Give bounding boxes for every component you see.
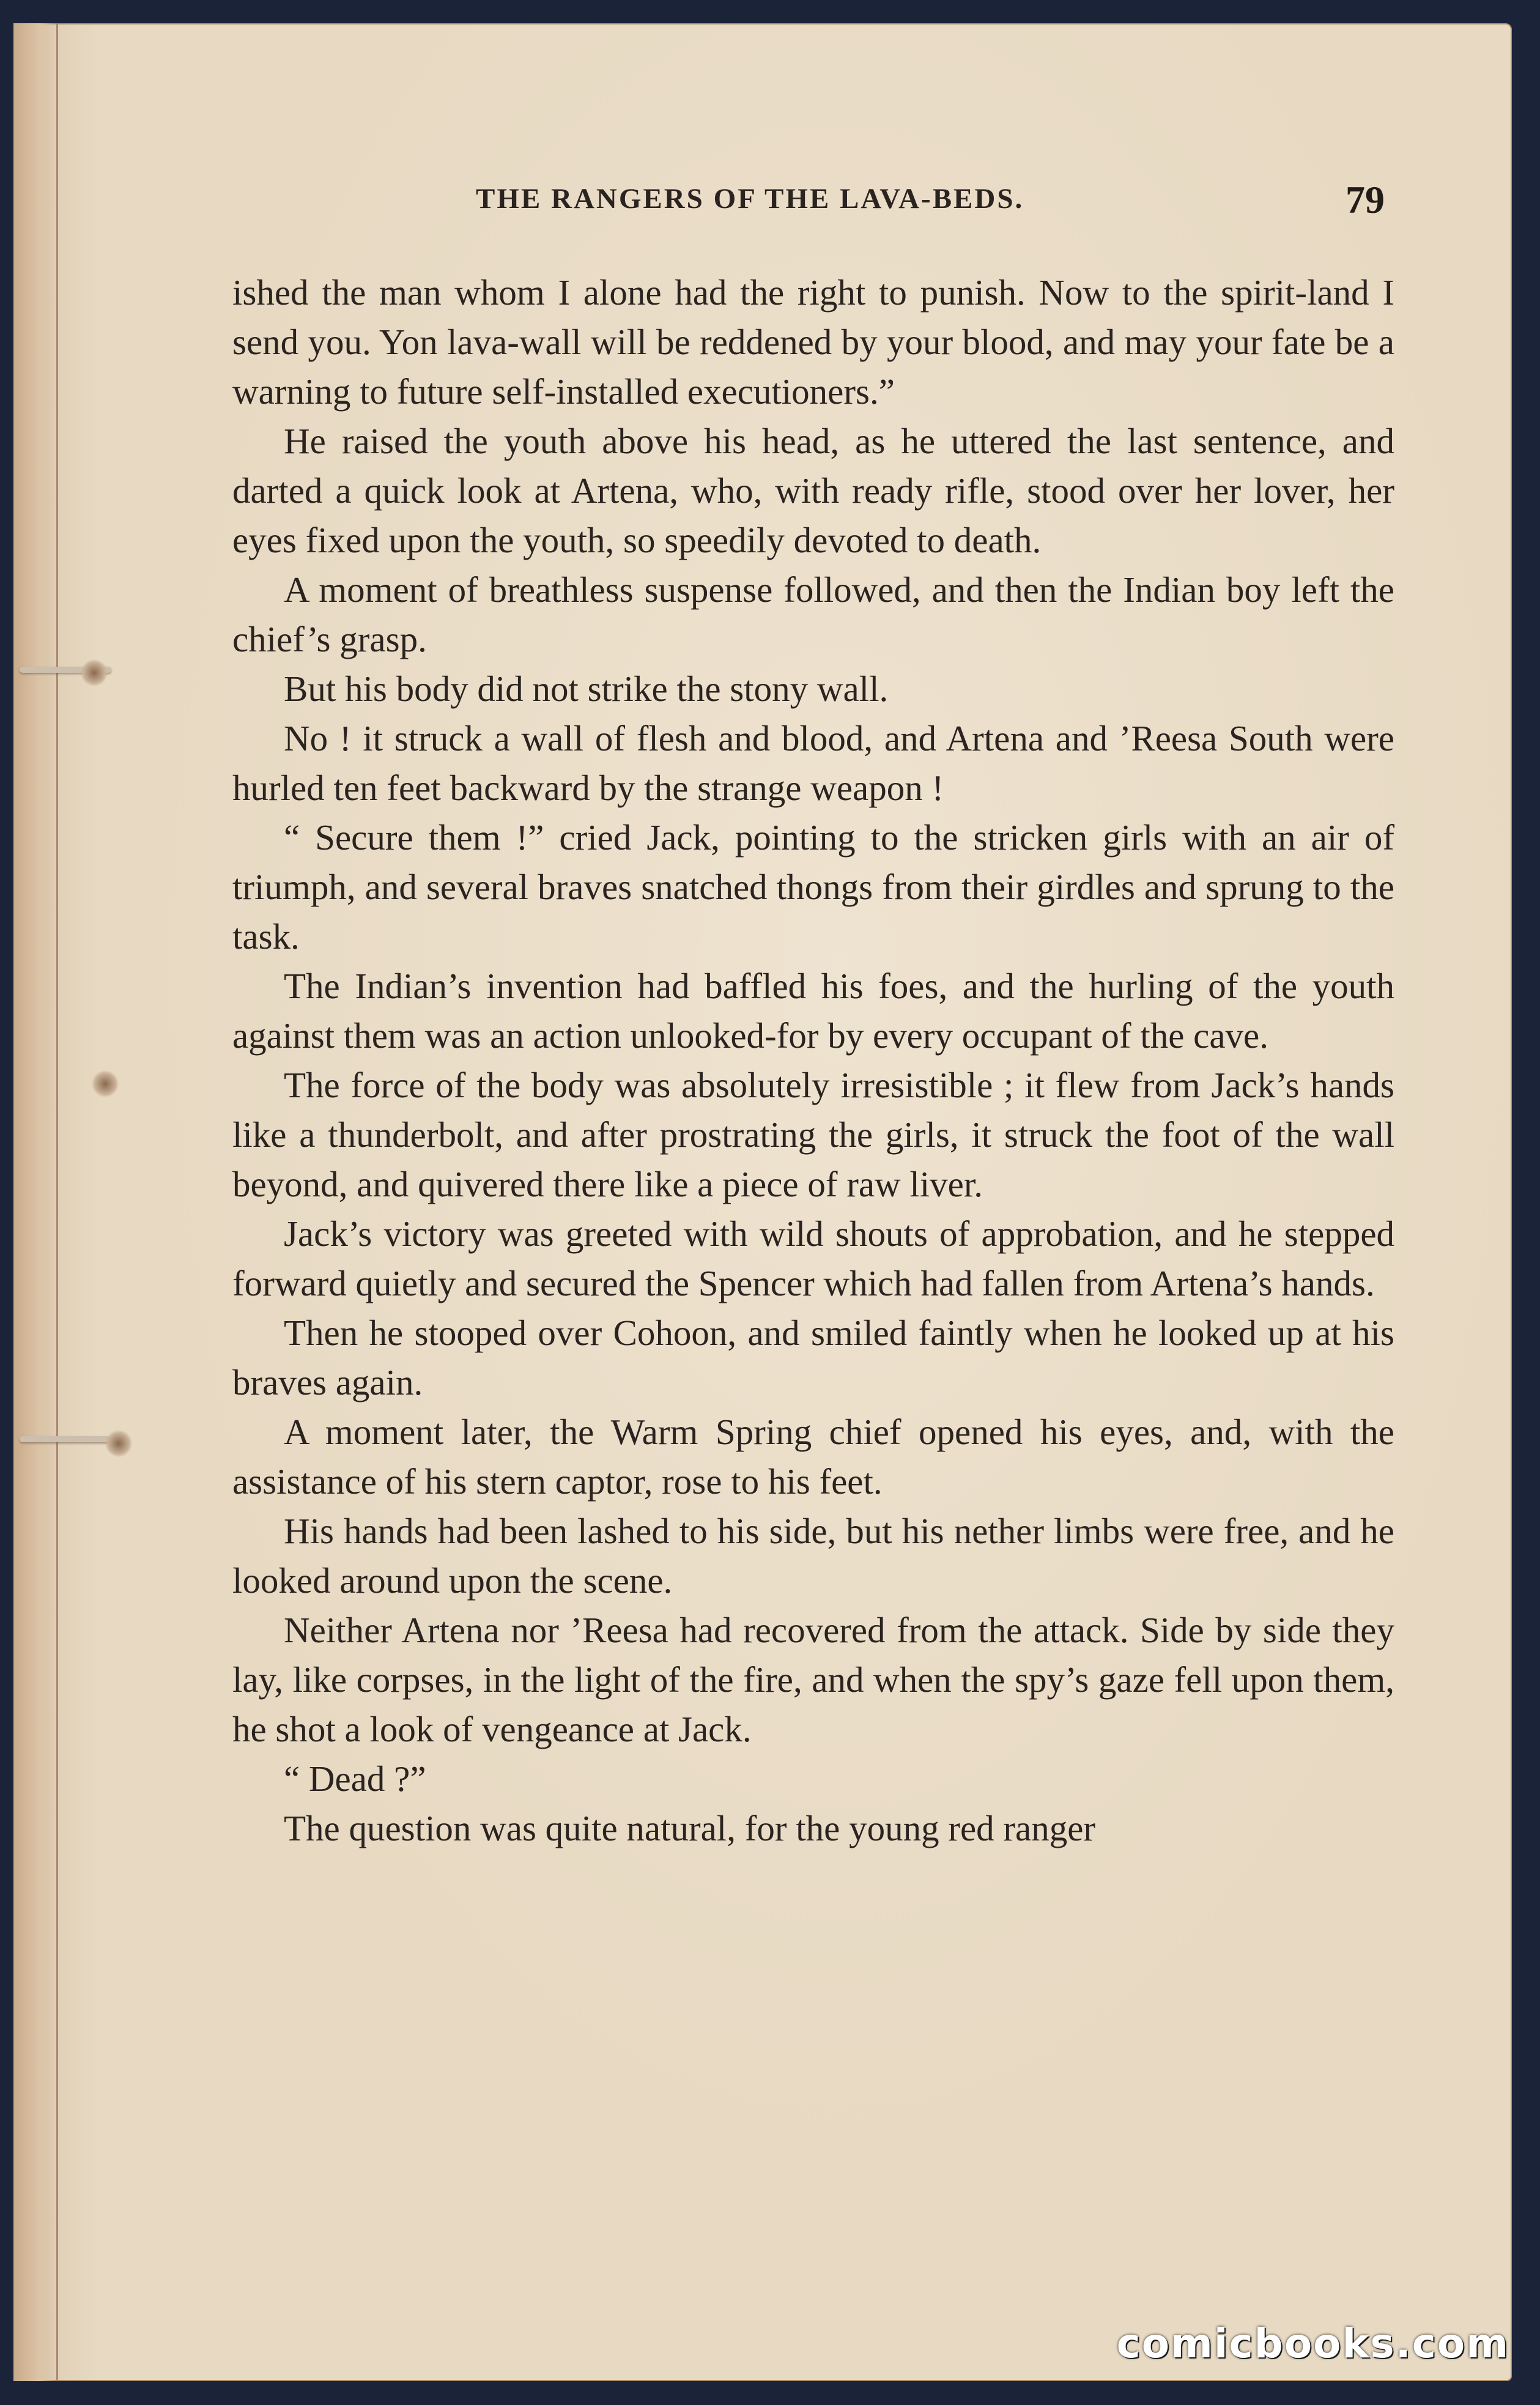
paragraph: “ Dead ?”	[284, 1758, 426, 1799]
paragraph: The question was quite natural, for the young red ranger	[284, 1808, 1096, 1848]
paragraph: ished the man whom I alone had the right to punish. Now to the spirit-land I send you. Yon lava-wall will be reddened by your blood, and may your fate be a warning to future self-installed executioners.”	[232, 272, 1394, 412]
paragraph: The Indian’s invention had baffled his foes, and the hurling of the youth against them was an action unlooked-for by every occupant of the cave.	[232, 966, 1394, 1056]
page-number: 79	[1346, 178, 1385, 221]
paragraph: Then he stooped over Cohoon, and smiled faintly when he looked up at his braves again.	[232, 1313, 1394, 1403]
paragraph: No ! it struck a wall of flesh and blood, and Artena and ’Reesa South were hurled ten feet backward by the strange weapon !	[232, 718, 1394, 808]
paragraph: “ Secure them !” cried Jack, pointing to the stricken girls with an air of triumph, and several braves snatched thongs from their girdles and sprung to the task.	[232, 817, 1394, 957]
paragraph: The force of the body was absolutely irresistible ; it flew from Jack’s hands like a thunderbolt, and after prostrating the girls, it struck the foot of the wall beyond, and quivered there like a piece of raw liver.	[232, 1065, 1394, 1204]
paragraph: He raised the youth above his head, as he uttered the last sentence, and darted a quick look at Artena, who, with ready rifle, stood over her lover, her eyes fixed upon the youth, so speedily devoted to death.	[232, 421, 1394, 560]
binding-thread	[20, 1436, 111, 1442]
binding-hole	[81, 659, 108, 686]
running-title: THE RANGERS OF THE LAVA-BEDS.	[476, 183, 1024, 215]
running-header	[0, 177, 1540, 226]
paragraph: His hands had been lashed to his side, but his nether limbs were free, and he looked around upon the scene.	[232, 1511, 1394, 1601]
binding-hole	[92, 1070, 119, 1097]
body-text	[232, 268, 1394, 1853]
page-gutter	[13, 23, 58, 2381]
paragraph: A moment of breathless suspense followed, and then the Indian boy left the chief’s grasp.	[232, 569, 1394, 659]
paragraph: Neither Artena nor ’Reesa had recovered from the attack. Side by side they lay, like corpses, in the light of the fire, and when the spy’s gaze fell upon them, he shot a look of vengeance at Jack.	[232, 1610, 1394, 1749]
watermark: comicbooks.com	[1116, 2320, 1509, 2367]
paragraph: But his body did not strike the stony wall.	[284, 669, 889, 709]
paragraph: Jack’s victory was greeted with wild shouts of approbation, and he stepped forward quietly and secured the Spencer which had fallen from Artena’s hands.	[232, 1214, 1394, 1303]
paragraph: A moment later, the Warm Spring chief opened his eyes, and, with the assistance of his stern captor, rose to his feet.	[232, 1412, 1394, 1502]
binding-hole	[105, 1430, 132, 1457]
